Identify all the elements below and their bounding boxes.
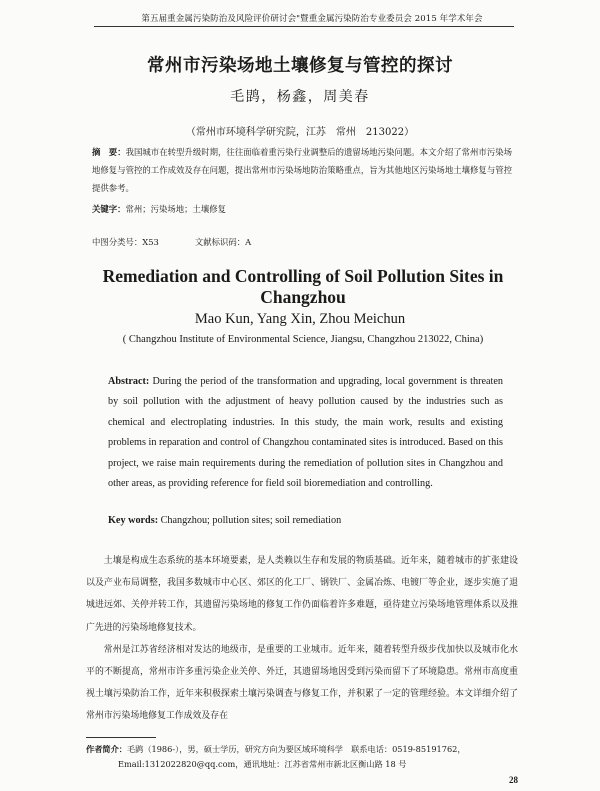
chinese-abstract-label: 摘 要： — [92, 147, 126, 157]
footnote-label: 作者简介： — [86, 744, 127, 754]
page-number: 28 — [509, 775, 518, 785]
chinese-abstract — [92, 143, 512, 197]
english-keywords-text: Changzhou; pollution sites; soil remediation — [158, 515, 342, 526]
english-abstract — [108, 372, 503, 494]
body-paragraph-2: 常州是江苏省经济相对发达的地级市，是重要的工业城市。近年来，随着转型升级步伐加快以及城市化水平的不断提高，常州市许多重污染企业关停、外迁，其遗留场地因受到污染而留下了环境隐患。常州市高度重视土壤污染防治工作，近年来积极探索土壤污染调查与修复工作，并积累了一定的管理经验。本文详细介绍了常州市污染场地修复工作成效及存在 — [86, 644, 518, 722]
clc-value: X53 — [142, 237, 159, 247]
english-keywords-label: Key words: — [108, 515, 159, 526]
footnote-line-2: Email:1312022820@qq.com，通讯地址：江苏省常州市新北区衡山路 18 号 — [118, 759, 407, 769]
chinese-keywords — [92, 203, 512, 215]
doc-code-label: 文献标识码： — [194, 237, 246, 247]
running-head: 第五届重金属污染防治及风险评价研讨会"暨重金属污染防治专业委员会 2015 年学术年会 — [141, 14, 483, 24]
header-rule — [94, 26, 514, 27]
chinese-abstract-text: 我国城市在转型升级时期，往往面临着重污染行业调整后的遗留场地污染问题。本文介绍了常州市污染场地修复与管控的工作成效及存在问题，提出常州市污染场地防治策略重点，旨为其他地区污染场地土壤修复与管控提供参考。 — [92, 147, 513, 193]
english-abstract-label: Abstract: — [108, 376, 150, 387]
clc-label: 中图分类号： — [92, 237, 143, 247]
english-keywords — [108, 515, 503, 526]
author-footnote — [86, 742, 518, 772]
doc-code-value: A — [245, 237, 252, 247]
body-text — [86, 550, 518, 728]
chinese-authors: 毛鹍，杨鑫，周美春 — [230, 89, 370, 105]
classification-row — [92, 236, 512, 248]
chinese-keywords-text: 常州；污染场地；土壤修复 — [125, 204, 226, 214]
chinese-affiliation: （常州市环境科学研究院，江苏 常州 213022） — [185, 127, 415, 138]
english-affiliation: ( Changzhou Institute of Environmental Science, Jiangsu, Changzhou 213022, China) — [122, 334, 484, 345]
english-title: Remediation and Controlling of Soil Pollution Sites in Changzhou — [102, 266, 504, 307]
english-abstract-text: During the period of the transformation and upgrading, local government is threaten by soil pollution with the adjustment of heavy pollution caused by the industries such as chemical and electroplating industries. In this study, the main work, results and existing problems in reparation and control of Changzhou contaminated sites is introduced. Based on this project, we raise main requirements during the remediation of pollution sites in Changzhou and other areas, as providing reference for field soil bioremediation and controlling. — [108, 376, 503, 490]
chinese-keywords-label: 关键字： — [92, 204, 126, 214]
body-paragraph-1: 土壤是构成生态系统的基本环境要素，是人类赖以生存和发展的物质基础。近年来，随着城市的扩张建设以及产业布局调整，我国多数城市中心区、郊区的化工厂、钢铁厂、金属冶炼、电镀厂等企业，逐步实施了退城进远郊、关停并转工作，其遗留污染场地的修复工作仍面临着许多难题，亟待建立污染场地管理体系以及推广先进的污染场地修复技术。 — [86, 556, 518, 633]
english-authors: Mao Kun, Yang Xin, Zhou Meichun — [194, 311, 406, 327]
chinese-title: 常州市污染场地土壤修复与管控的探讨 — [147, 56, 453, 76]
footnote-line-1: 毛鹍（1986-），男，硕士学历，研究方向为要区域环境科学 联系电话：0519-85191762， — [126, 744, 466, 754]
footnote-rule — [86, 737, 156, 738]
